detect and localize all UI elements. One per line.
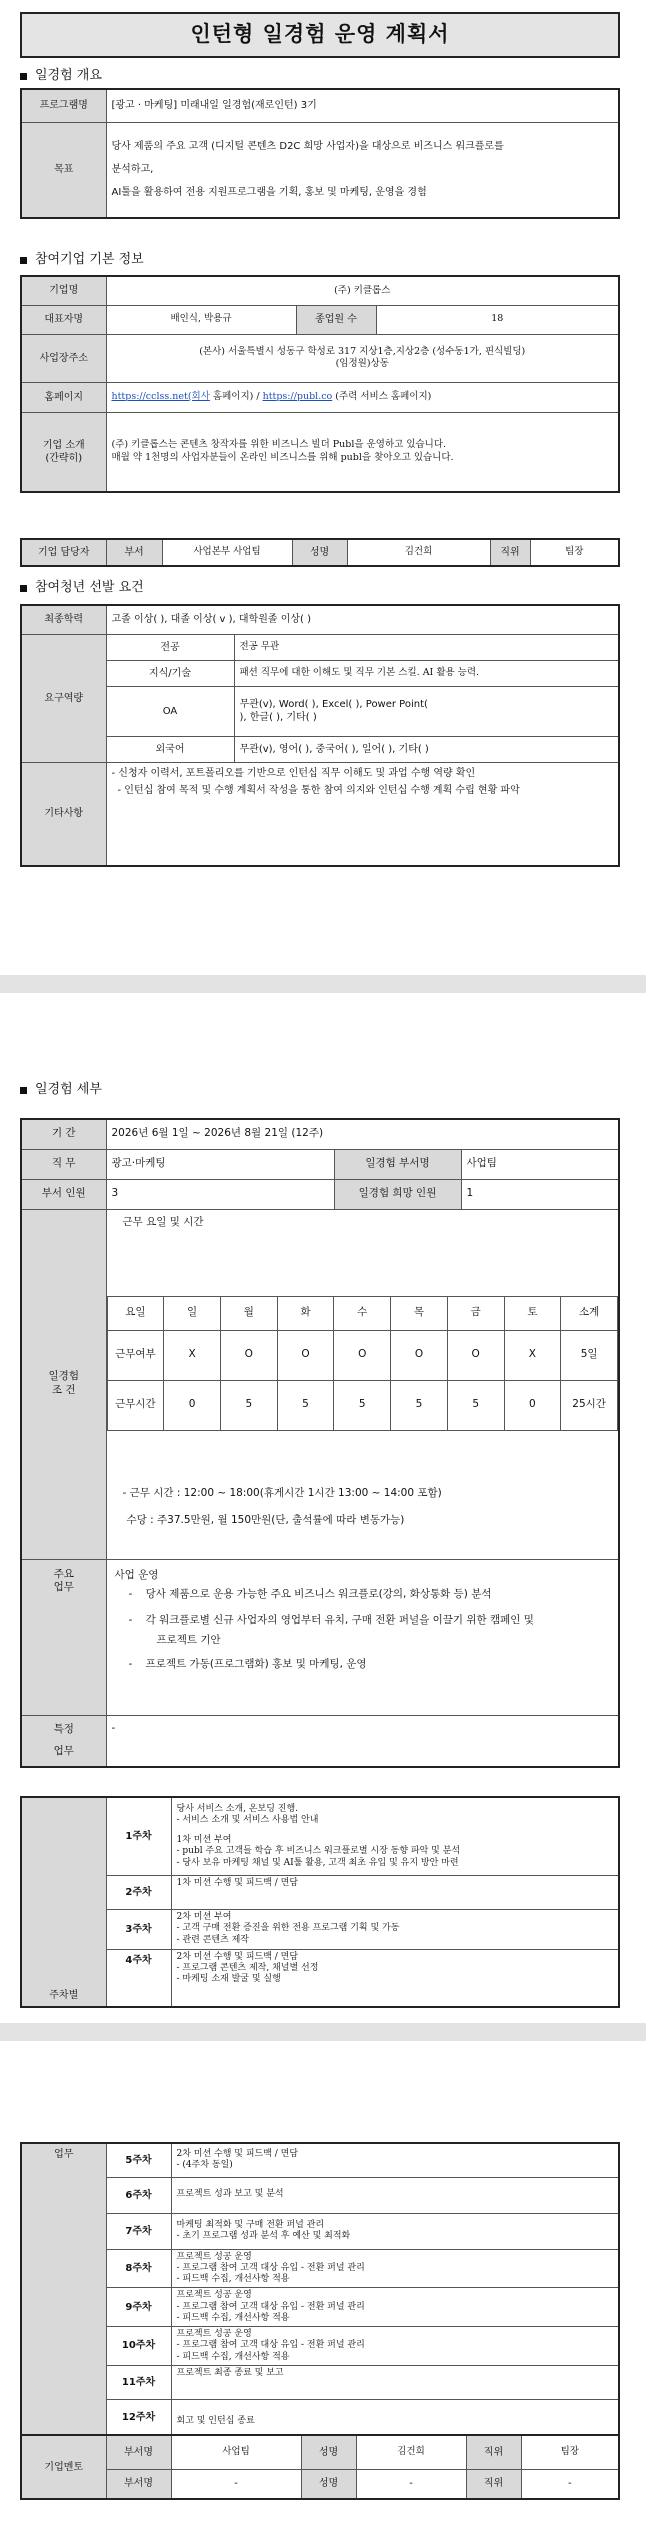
- name-label: 성명: [292, 539, 347, 566]
- work-days-title: 근무 요일 및 시간: [122, 1215, 204, 1228]
- bullet-square-icon: [20, 73, 27, 80]
- employee-count-label: 종업원 수: [296, 305, 376, 334]
- section-heading-details: 일경험 세부: [20, 1082, 102, 1099]
- schedule-header-cell: 소계: [561, 1296, 618, 1330]
- major-value: 전공 무관: [234, 634, 619, 660]
- mentor2-name-label: 성명: [301, 2469, 356, 2499]
- week-content: 프로젝트 성공 운영 - 프로그램 참여 고객 대상 유입 - 전환 퍼널 관리 - 피드백 수집, 개선사항 적용: [171, 2288, 619, 2327]
- mentor2-dept-value: -: [171, 2469, 301, 2499]
- oa-label: OA: [106, 686, 234, 736]
- weekly-label: 주차별: [21, 1797, 106, 2007]
- mentor2-position-value: -: [521, 2469, 619, 2499]
- dept-value: 사업본부 사업팀: [162, 539, 292, 566]
- bullet-square-icon: [20, 585, 27, 592]
- mentor2-position-label: 직위: [466, 2469, 521, 2499]
- staff-label: 부서 인원: [21, 1179, 106, 1209]
- bullet-square-icon: [20, 257, 27, 264]
- condition-label: 일경험 조 건: [21, 1209, 106, 1559]
- details-table: [20, 1118, 620, 1768]
- schedule-cell: 5일: [561, 1330, 618, 1380]
- want-label: 일경험 희망 인원: [334, 1179, 461, 1209]
- intro-label: 기업 소개 (간략히): [21, 412, 106, 492]
- company-table: [20, 275, 620, 493]
- name-value: 김건희: [347, 539, 490, 566]
- schedule-cell: 5: [334, 1380, 391, 1430]
- week-label: 7주차: [106, 2213, 171, 2249]
- dept-label: 부서: [106, 539, 162, 566]
- week-label: 5주차: [106, 2143, 171, 2177]
- goal-label: 목표: [21, 122, 106, 218]
- dept-name-value: 사업팀: [461, 1149, 619, 1179]
- work-time-note: - 근무 시간 : 12:00 ~ 18:00(휴게시간 1시간 13:00 ~ 14:00 포함): [122, 1486, 442, 1499]
- schedule-cell: 5: [220, 1380, 277, 1430]
- ceo-value: 배인식, 박용규: [106, 305, 296, 334]
- education-label: 최종학력: [21, 605, 106, 634]
- etc-label: 기타사항: [21, 762, 106, 866]
- main-duty-value: 사업 운영 - 당사 제품으로 운용 가능한 주요 비즈니스 워크플로(강의, 화상통화 등) 분석 - 각 워크플로별 신규 사업자의 영업부터 유치, 구매 전환 퍼널을 이끌기 위한 캠페인 및 프로젝트 기안 - 프로젝트 가동(프로그램화) 홍보 및 마케팅, 운영: [106, 1559, 619, 1715]
- schedule-cell: O: [277, 1330, 334, 1380]
- schedule-cell: O: [447, 1330, 504, 1380]
- company-name-label: 기업명: [21, 276, 106, 305]
- mentor-dept-label: 부서명: [106, 2435, 171, 2469]
- schedule-header-cell: 화: [277, 1296, 334, 1330]
- language-value: 무관(v), 영어( ), 중국어( ), 일어( ), 기타( ): [234, 736, 619, 762]
- want-value: 1: [461, 1179, 619, 1209]
- schedule-header-cell: 수: [334, 1296, 391, 1330]
- week-content: 프로젝트 성과 보고 및 분석: [171, 2177, 619, 2213]
- schedule-cell: 0: [164, 1380, 221, 1430]
- company-name-value: (주) 키클롭스: [106, 276, 619, 305]
- schedule-cell: 5: [447, 1380, 504, 1430]
- week-label: 6주차: [106, 2177, 171, 2213]
- week-label: 12주차: [106, 2399, 171, 2435]
- overview-table: [20, 88, 620, 219]
- mentor-name-value: 김건희: [356, 2435, 466, 2469]
- duty-value: 광고·마케팅: [106, 1149, 334, 1179]
- oa-value: 무관(v), Word( ), Excel( ), Power Point( ), 한글( ), 기타( ): [234, 686, 619, 736]
- program-value: [광고 · 마케팅] 미래내일 일경험(재로인턴) 3기: [106, 89, 619, 122]
- schedule-header-cell: 요일: [107, 1296, 164, 1330]
- staff-value: 3: [106, 1179, 334, 1209]
- special-duty-value: -: [106, 1715, 619, 1767]
- position-label: 직위: [490, 539, 530, 566]
- manager-table: [20, 538, 620, 567]
- week-content: 프로젝트 성공 운영 - 프로그램 참여 고객 대상 유입 - 전환 퍼널 관리 - 피드백 수집, 개선사항 적용: [171, 2327, 619, 2366]
- week-label: 11주차: [106, 2365, 171, 2399]
- schedule-cell: X: [504, 1330, 561, 1380]
- address-label: 사업장주소: [21, 334, 106, 382]
- period-label: 기 간: [21, 1119, 106, 1149]
- mentor2-name-value: -: [356, 2469, 466, 2499]
- mentor-position-label: 직위: [466, 2435, 521, 2469]
- address-value: (본사) 서울특별시 성동구 학성로 317 지상1층,지상2층 (성수동1가, 핀식빌딩) (임정원)상동: [106, 334, 619, 382]
- week-label: 10주차: [106, 2327, 171, 2366]
- skill-label: 지식/기술: [106, 660, 234, 686]
- company-homepage-link[interactable]: https://cclss.net(회사: [111, 390, 210, 402]
- manager-label: 기업 담당자: [21, 539, 106, 566]
- schedule-cell: O: [391, 1330, 448, 1380]
- schedule-header-cell: 월: [220, 1296, 277, 1330]
- task-label: 업무: [21, 2143, 106, 2435]
- service-homepage-link[interactable]: https://publ.co: [262, 390, 333, 402]
- pay-note: 수당 : 주37.5만원, 월 150만원(단, 출석률에 따라 변동가능): [126, 1514, 405, 1527]
- schedule-cell: X: [164, 1330, 221, 1380]
- program-label: 프로그램명: [21, 89, 106, 122]
- schedule-cell: 25시간: [561, 1380, 618, 1430]
- week-content: 2차 미션 수행 및 피드백 / 면담 - (4주차 동일): [171, 2143, 619, 2177]
- bullet-square-icon: [20, 1087, 27, 1094]
- schedule-cell: 0: [504, 1380, 561, 1430]
- mentor-name-label: 성명: [301, 2435, 356, 2469]
- week-label: 3주차: [106, 1909, 171, 1949]
- intro-value: (주) 키클롭스는 콘텐츠 창작자를 위한 비즈니스 빌더 Publ을 운영하고 있습니다. 매월 약 1천명의 사업자분들이 온라인 비즈니스를 위해 publ을 찾아오고 있습니다.: [106, 412, 619, 492]
- page-gap: [0, 975, 646, 993]
- document-title: 인턴형 일경험 운영 계획서: [20, 12, 620, 58]
- week-content: 마케팅 최적화 및 구매 전환 퍼널 관리 - 초기 프로그램 성과 분석 후 예산 및 최적화: [171, 2213, 619, 2249]
- week-label: 2주차: [106, 1875, 171, 1909]
- week-label: 4주차: [106, 1949, 171, 2007]
- page-gap: [0, 2023, 646, 2041]
- mentor-dept-value: 사업팀: [171, 2435, 301, 2469]
- mentor2-dept-label: 부서명: [106, 2469, 171, 2499]
- language-label: 외국어: [106, 736, 234, 762]
- weekly-table-b: [20, 2142, 620, 2436]
- etc-value: - 신청자 이력서, 포트폴리오를 기반으로 인턴십 직무 이해도 및 과업 수행 역량 확인 - 인턴십 참여 목적 및 수행 계획서 작성을 통한 참여 의지와 인턴십 수행 계획 수립 현황 파악: [106, 762, 619, 866]
- work-schedule-table: [107, 1296, 619, 1431]
- ceo-label: 대표자명: [21, 305, 106, 334]
- mentor-table: [20, 2434, 620, 2500]
- mentor-label: 기업멘토: [21, 2435, 106, 2499]
- main-duty-label: 주요 업무: [21, 1559, 106, 1715]
- special-duty-label: 특정 업무: [21, 1715, 106, 1767]
- dept-name-label: 일경험 부서명: [334, 1149, 461, 1179]
- schedule-header-cell: 일: [164, 1296, 221, 1330]
- week-content: 1차 미션 수행 및 피드백 / 면담: [171, 1875, 619, 1909]
- skill-value: 패션 직무에 대한 이해도 및 직무 기본 스킬. AI 활용 능력.: [234, 660, 619, 686]
- homepage-value: https://cclss.net(회사 홈페이지) / https://publ.co (주력 서비스 홈페이지): [106, 382, 619, 412]
- schedule-cell: 5: [391, 1380, 448, 1430]
- position-value: 팀장: [530, 539, 619, 566]
- condition-value: [106, 1209, 619, 1559]
- mentor-position-value: 팀장: [521, 2435, 619, 2469]
- homepage-label: 홈페이지: [21, 382, 106, 412]
- employee-count-value: 18: [376, 305, 619, 334]
- week-label: 8주차: [106, 2249, 171, 2288]
- week-content: 2차 미션 부여 - 고객 구매 전환 증진을 위한 전용 프로그램 기획 및 가동 - 관련 콘텐츠 제작: [171, 1909, 619, 1949]
- schedule-row-label: 근무시간: [107, 1380, 164, 1430]
- education-value: 고졸 이상( ), 대졸 이상( v ), 대학원졸 이상( ): [106, 605, 619, 634]
- requirements-table: [20, 604, 620, 867]
- week-content: 프로젝트 최종 종료 및 보고: [171, 2365, 619, 2399]
- schedule-cell: 5: [277, 1380, 334, 1430]
- schedule-header-cell: 토: [504, 1296, 561, 1330]
- schedule-cell: O: [334, 1330, 391, 1380]
- period-value: 2026년 6월 1일 ~ 2026년 8월 21일 (12주): [106, 1119, 619, 1149]
- section-heading-requirements: 참여청년 선발 요건: [20, 580, 144, 597]
- week-content: 프로젝트 성공 운영 - 프로그램 참여 고객 대상 유입 - 전환 퍼널 관리 - 피드백 수집, 개선사항 적용: [171, 2249, 619, 2288]
- schedule-row-label: 근무여부: [107, 1330, 164, 1380]
- competency-label: 요구역량: [21, 634, 106, 762]
- weekly-table-a: [20, 1796, 620, 2008]
- week-content: 당사 서비스 소개, 온보딩 진행. - 서비스 소개 및 서비스 사용법 안내 1차 미션 부여 - publ 주요 고객들 학습 후 비즈니스 워크플로별 시장 동향 파악 및 분석 - 당사 보유 마케팅 채널 및 AI툴 활용, 고객 최초 유입 및 유지 방안 마련: [171, 1797, 619, 1875]
- schedule-header-cell: 목: [391, 1296, 448, 1330]
- section-heading-overview: 일경험 개요: [20, 68, 102, 85]
- week-label: 1주차: [106, 1797, 171, 1875]
- week-content: 회고 및 인턴십 종료: [171, 2399, 619, 2435]
- schedule-cell: O: [220, 1330, 277, 1380]
- duty-label: 직 무: [21, 1149, 106, 1179]
- section-heading-company: 참여기업 기본 정보: [20, 252, 144, 269]
- goal-value: 당사 제품의 주요 고객 (디지털 콘텐츠 D2C 희망 사업자)을 대상으로 비즈니스 워크플로를 분석하고, AI툴을 활용하여 전용 지원프로그램을 기획, 홍보 및 마케팅, 운영을 경험: [106, 122, 619, 218]
- schedule-header-cell: 금: [447, 1296, 504, 1330]
- major-label: 전공: [106, 634, 234, 660]
- week-content: 2차 미션 수행 및 피드백 / 면담 - 프로그램 콘텐츠 제작, 채널별 선정 - 마케팅 소재 발굴 및 실행: [171, 1949, 619, 2007]
- week-label: 9주차: [106, 2288, 171, 2327]
